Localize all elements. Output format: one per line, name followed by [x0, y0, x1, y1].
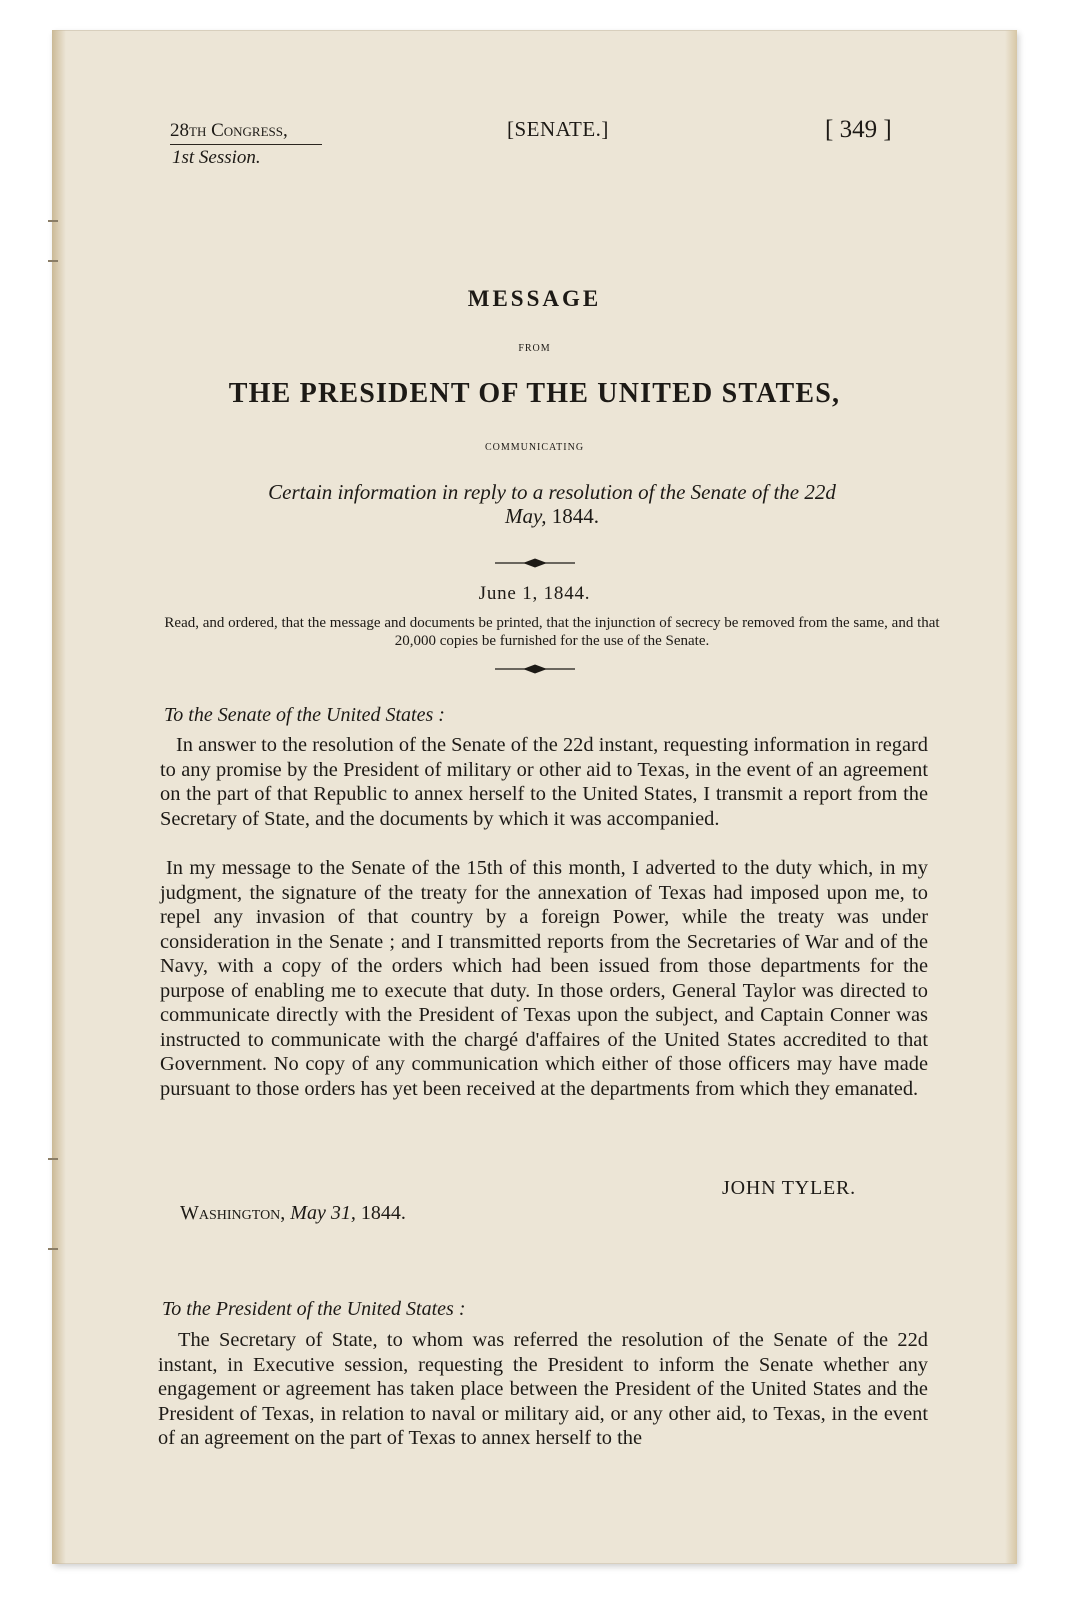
ordered-date: June 1, 1844. [478, 583, 591, 604]
page-tear-mark [48, 1248, 58, 1250]
dateline [180, 1202, 406, 1225]
subtitle-date [162, 504, 942, 528]
subtitle-month: May, [505, 504, 547, 528]
title-president: THE PRESIDENT OF THE UNITED STATES, [228, 378, 841, 409]
page-tear-mark [48, 260, 58, 262]
subtitle-year: 1844. [551, 504, 599, 528]
dateline-date: May 31, [290, 1202, 356, 1224]
letter-paragraph: In answer to the resolution of the Senate of the 22d instant, requesting information in regard to any promise by the President of military or other aid to Texas, in the event of an agreement on the part of that Republic to annex herself to the United States, I transmit a report from the Secretary of State, and the documents by which it was accompanied. [160, 734, 928, 830]
dateline-year: 1844. [360, 1202, 406, 1224]
document-subtitle [162, 480, 942, 528]
letter-paragraph: In my message to the Senate of the 15th of this month, I adverted to the duty which, in my judgment, the signature of the treaty for the annexation of Texas had imposed upon me, to repel any invasion of that country by a foreign Power, while the treaty was under consideration in the Senate ; and I transmitted reports from the Secretaries of War and of the Navy, with a copy of the orders which had been issued from those departments for the purpose of enabling me to execute that duty. In those orders, General Taylor was directed to communicate directly with the President of Texas upon the subject, and Captain Conner was instructed to communicate with the chargé d'affaires of the United States accredited to that Government. No copy of any communication which either of those officers may have made pursuant to those orders has yet been received at the departments from which they emanated. [160, 857, 928, 1100]
chamber-label: [SENATE.] [507, 117, 609, 141]
ordered-text: Read, and ordered, that the message and documents be printed, that the injunction of secrecy be removed from the same, and that 20,000 copies be furnished for the use of the Senate. [164, 615, 940, 649]
congress-label: 28th Congress, [170, 120, 288, 141]
document-title: MESSAGE [467, 286, 602, 311]
report-paragraph: The Secretary of State, to whom was referred the resolution of the Senate of the 22d instant, in Executive session, requesting the President to inform the Senate whether any engagement or agreement has taken place between the President of the United States and the President of Texas, in relation to naval or military aid, or any other aid, to Texas, in the event of an agreement on the part of Texas to annex herself to the [158, 1329, 928, 1449]
ornament-divider-icon [52, 662, 1017, 680]
page-tear-mark [48, 1158, 58, 1160]
congress-session [170, 118, 322, 170]
session-label: 1st Session. [170, 144, 322, 170]
dateline-place: Washington, [180, 1202, 286, 1224]
subtitle-line: Certain information in reply to a resolution of the Senate of the 22d [268, 480, 836, 504]
document-page [52, 30, 1017, 1564]
letter-salutation: To the Senate of the United States : [164, 704, 445, 726]
page-tear-mark [48, 220, 58, 222]
title-from: FROM [518, 343, 551, 354]
signature: JOHN TYLER. [722, 1177, 856, 1199]
page-number: [ 349 ] [825, 116, 892, 143]
report-salutation: To the President of the United States : [162, 1298, 466, 1320]
ornament-divider-icon [52, 556, 1017, 574]
title-communicating: COMMUNICATING [484, 442, 585, 453]
